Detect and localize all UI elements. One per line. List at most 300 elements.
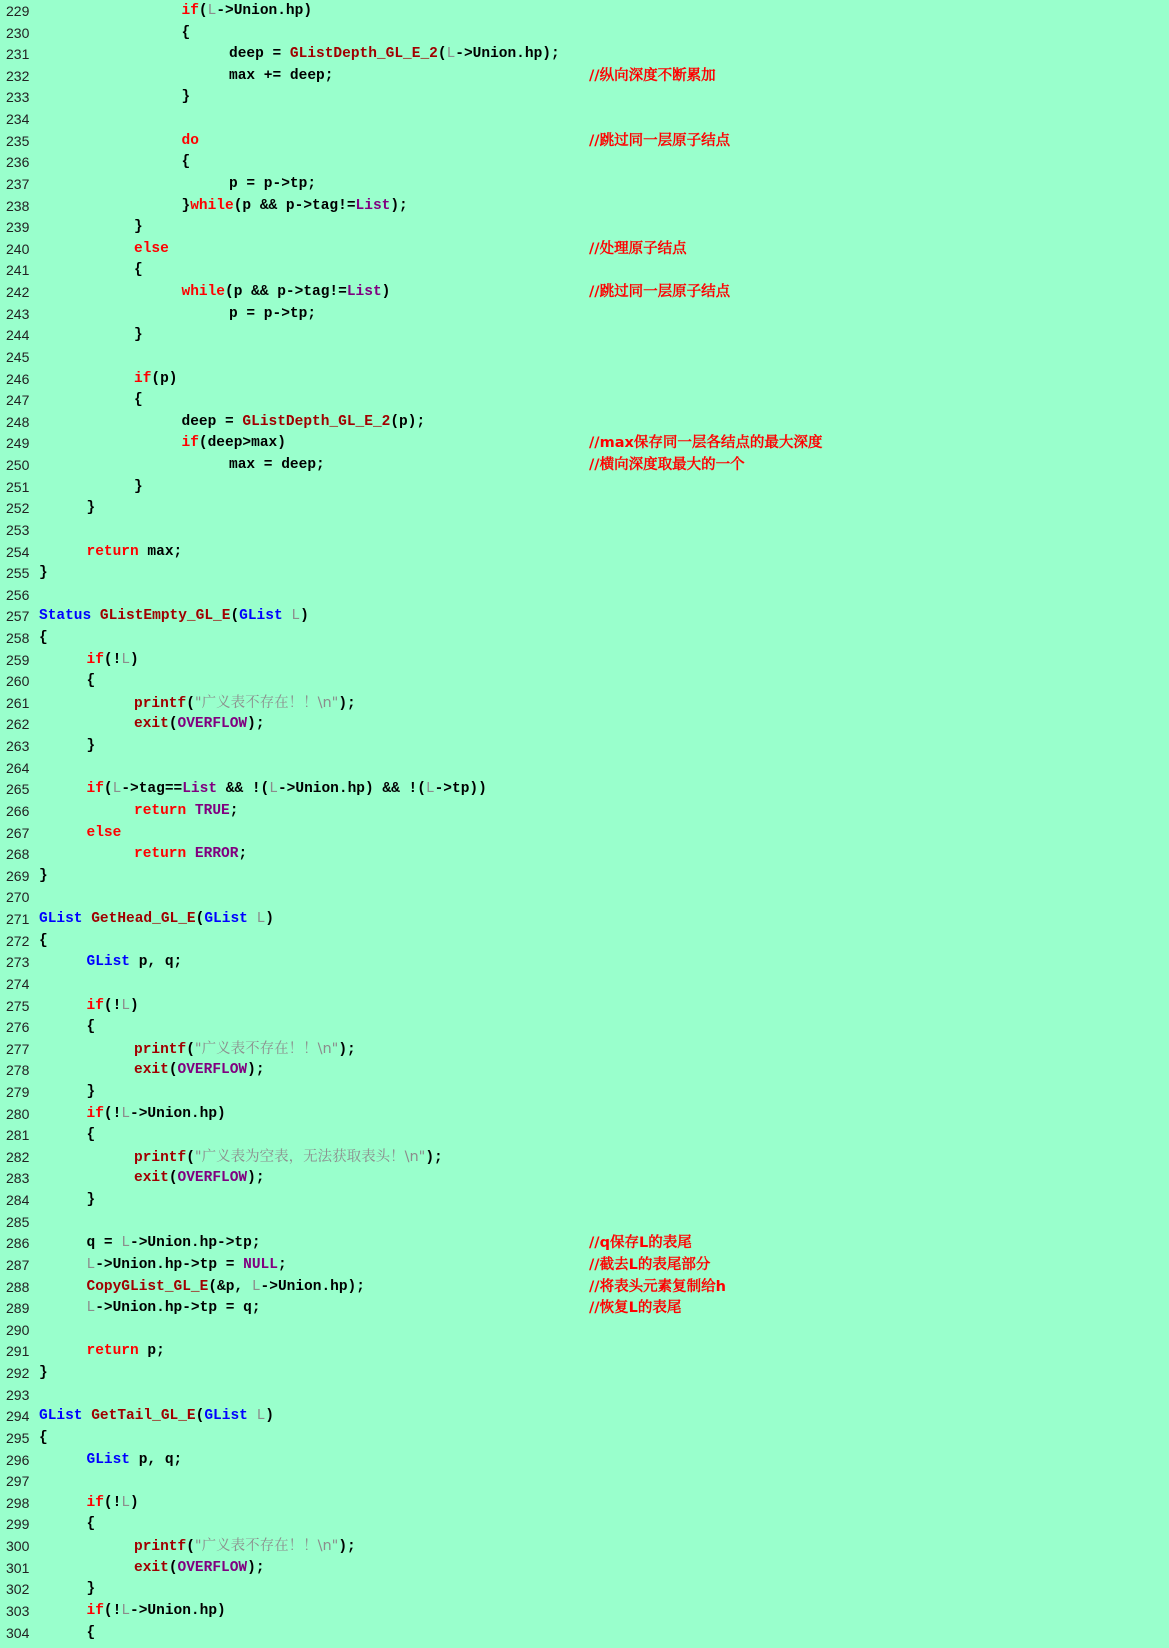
code-line [0, 823, 1169, 845]
line-number: 283 [6, 1170, 30, 1187]
code-text [229, 66, 333, 88]
code-line [0, 844, 1169, 866]
code-token: if [86, 1494, 104, 1511]
code-comment: //跳过同一层原子结点 [589, 284, 731, 301]
code-token: ->Union.hp) [130, 1602, 226, 1619]
line-number: 238 [6, 197, 30, 214]
code-line [0, 1255, 1169, 1277]
code-comment: //将表头元素复制给h [589, 1278, 726, 1295]
code-token: (p); [390, 413, 426, 430]
code-token: } [39, 565, 48, 582]
code-token: { [181, 24, 191, 41]
code-token: p = p->tp; [229, 305, 317, 322]
code-text [39, 628, 48, 650]
code-line [0, 714, 1169, 736]
line-number: 261 [6, 694, 30, 711]
line-number: 276 [6, 1019, 30, 1036]
line-number: 282 [6, 1148, 30, 1165]
code-token: L [251, 1278, 261, 1295]
code-token: GList [86, 1451, 131, 1468]
code-token: (p && p->tag!= [233, 197, 356, 214]
code-line [0, 196, 1169, 218]
code-token: ->Union.hp); [455, 46, 560, 63]
code-line [0, 1212, 1169, 1234]
code-token: L [446, 46, 456, 63]
line-number: 271 [6, 911, 30, 928]
code-token: } [181, 89, 191, 106]
code-line [0, 152, 1169, 174]
code-text [134, 477, 143, 499]
line-number: 252 [6, 500, 30, 517]
line-number: 239 [6, 219, 30, 236]
code-line [0, 1341, 1169, 1363]
code-token: if [86, 1602, 104, 1619]
code-text [39, 909, 274, 931]
code-token: ( [186, 1041, 195, 1058]
code-line [0, 1320, 1169, 1342]
code-comment: //截去L的表尾部分 [589, 1256, 711, 1273]
code-token: do [181, 132, 199, 149]
code-text [87, 542, 183, 564]
code-token: { [134, 262, 143, 279]
code-line [0, 1104, 1169, 1126]
code-text [134, 1168, 265, 1190]
code-token: OVERFLOW [177, 1170, 248, 1187]
code-token: deep = [229, 46, 290, 63]
line-number: 280 [6, 1105, 30, 1122]
code-text [134, 217, 143, 239]
code-line [0, 520, 1169, 542]
code-line [0, 1168, 1169, 1190]
code-token [248, 911, 257, 927]
code-token: ); [390, 197, 408, 214]
code-line [0, 952, 1169, 974]
code-token [83, 1408, 92, 1424]
line-number: 245 [6, 348, 30, 365]
code-token: GListDepth_GL_E_2 [289, 46, 438, 63]
line-number: 301 [6, 1559, 30, 1576]
code-token: L [121, 1235, 131, 1252]
line-number: 270 [6, 889, 30, 906]
code-token: ->Union.hp->tp = [95, 1256, 244, 1273]
line-number: 287 [6, 1256, 30, 1273]
line-number: 269 [6, 867, 30, 884]
code-line [0, 1579, 1169, 1601]
code-token: return [86, 543, 139, 560]
code-text [182, 23, 191, 45]
code-token: ); [338, 1539, 356, 1556]
line-number: 279 [6, 1084, 30, 1100]
code-token: exit [134, 1559, 169, 1576]
code-token: List [355, 197, 391, 214]
code-token: ); [338, 695, 356, 712]
code-token: ) [265, 1408, 274, 1425]
code-text [134, 369, 178, 391]
code-line [0, 347, 1169, 369]
code-text [39, 563, 48, 585]
code-token: } [86, 1084, 96, 1100]
code-text [229, 304, 316, 326]
code-token: ( [186, 1539, 195, 1556]
code-token: && !( [217, 781, 270, 798]
code-line [0, 887, 1169, 909]
code-token: } [134, 219, 143, 236]
code-text [134, 1558, 265, 1580]
code-line [0, 1428, 1169, 1450]
code-token: ); [425, 1149, 443, 1166]
code-text [39, 866, 48, 888]
code-token [91, 608, 100, 624]
code-token: ; [229, 802, 239, 819]
code-line [0, 693, 1169, 715]
code-line [0, 1471, 1169, 1493]
code-text [87, 779, 487, 801]
code-token: ->tp)) [434, 781, 487, 798]
code-token: ERROR [194, 846, 239, 863]
line-number: 259 [6, 651, 30, 668]
code-token: TRUE [194, 802, 230, 819]
code-text [39, 1428, 48, 1450]
code-token: (! [103, 1602, 122, 1619]
code-text [134, 325, 143, 347]
code-text [87, 952, 183, 974]
line-number: 247 [6, 392, 30, 409]
line-number: 242 [6, 284, 30, 301]
code-token: GList [39, 1408, 83, 1425]
code-line [0, 779, 1169, 801]
code-line [0, 1385, 1169, 1407]
line-number: 231 [6, 46, 30, 63]
line-number: 234 [6, 111, 30, 128]
code-token: p, q; [130, 954, 183, 971]
code-token [186, 846, 195, 862]
code-text [87, 1579, 96, 1601]
code-token: max += deep; [229, 67, 334, 84]
code-line [0, 390, 1169, 412]
line-number: 257 [6, 608, 30, 625]
code-token: List [346, 284, 382, 301]
code-token: ( [168, 1559, 178, 1576]
code-line [0, 455, 1169, 477]
code-line [0, 671, 1169, 693]
code-text [87, 1493, 139, 1515]
code-text [134, 844, 247, 866]
code-token: OVERFLOW [177, 1559, 248, 1576]
code-text [87, 1233, 261, 1255]
code-token: ->Union.hp) [216, 3, 313, 19]
code-token: ->tag== [121, 781, 183, 798]
line-number: 248 [6, 413, 30, 430]
code-token: else [86, 824, 122, 841]
code-line [0, 1017, 1169, 1039]
code-text [39, 1406, 274, 1428]
code-line [0, 260, 1169, 282]
code-token: ->Union.hp->tp = q; [95, 1300, 261, 1317]
code-token: L [121, 1602, 131, 1619]
code-token: "广义表不存在！！\n" [194, 1040, 339, 1057]
code-text [182, 1, 313, 23]
line-number: 230 [6, 24, 30, 41]
code-line [0, 606, 1169, 628]
code-token: OVERFLOW [177, 1062, 248, 1079]
line-number: 303 [6, 1602, 30, 1619]
code-token: "广义表为空表，无法获取表头！\n" [194, 1148, 426, 1165]
code-token: return [134, 802, 187, 819]
line-number: 263 [6, 738, 30, 755]
code-token: ->Union.hp->tp; [130, 1235, 261, 1252]
code-token: while [190, 197, 234, 214]
code-text [87, 1341, 165, 1363]
code-token: { [86, 1516, 96, 1533]
line-number: 298 [6, 1494, 30, 1511]
line-number: 292 [6, 1365, 30, 1382]
code-token: L [86, 1300, 96, 1317]
code-token: if [86, 1105, 104, 1122]
line-number: 297 [6, 1473, 30, 1490]
code-line [0, 304, 1169, 326]
code-token: ( [103, 781, 113, 798]
line-number: 264 [6, 759, 30, 776]
code-token: ( [168, 1062, 178, 1079]
code-line [0, 931, 1169, 953]
code-token: { [39, 1429, 48, 1446]
code-text [87, 1623, 96, 1645]
line-number: 243 [6, 305, 30, 322]
code-token: L [256, 1408, 266, 1425]
code-token: (! [103, 1105, 122, 1122]
code-token: L [121, 997, 131, 1014]
line-number: 235 [6, 132, 30, 149]
line-number: 300 [6, 1538, 30, 1555]
line-number: 274 [6, 975, 30, 992]
code-line [0, 1493, 1169, 1515]
code-line [0, 1277, 1169, 1299]
code-line [0, 369, 1169, 391]
code-line [0, 1082, 1169, 1104]
code-token: { [39, 629, 48, 646]
code-text [182, 282, 391, 304]
code-token: L [121, 651, 131, 668]
code-text [87, 1125, 96, 1147]
code-token: } [86, 738, 96, 755]
code-text [182, 433, 286, 455]
code-token: (p) [151, 370, 178, 387]
code-token: } [86, 500, 96, 517]
line-number: 299 [6, 1516, 30, 1533]
code-token: GList [204, 911, 248, 928]
code-line [0, 282, 1169, 304]
line-number: 229 [6, 3, 30, 19]
code-token: ( [195, 911, 205, 928]
code-token: } [86, 1192, 96, 1209]
code-line [0, 23, 1169, 45]
line-number: 288 [6, 1278, 30, 1295]
code-token: printf [134, 695, 187, 712]
code-token: ( [186, 1149, 195, 1166]
code-text [134, 1536, 356, 1559]
code-token: GListEmpty_GL_E [99, 608, 231, 625]
code-token: { [39, 932, 48, 949]
code-token: L [121, 1105, 131, 1122]
code-token: GList [39, 911, 83, 928]
code-token: if [86, 781, 104, 798]
code-token: NULL [243, 1256, 278, 1273]
code-token: L [291, 608, 301, 625]
code-token [186, 803, 195, 819]
code-text [134, 239, 169, 261]
code-line [0, 1623, 1169, 1645]
code-comment: //纵向深度不断累加 [589, 67, 716, 84]
code-text [87, 671, 96, 693]
code-token: p, q; [130, 1451, 183, 1468]
code-text [229, 174, 316, 196]
code-text [87, 1514, 96, 1536]
code-line [0, 1450, 1169, 1472]
code-text [39, 606, 309, 628]
code-text [182, 412, 426, 434]
code-text [87, 1601, 226, 1623]
line-number: 232 [6, 67, 30, 84]
line-number: 249 [6, 435, 30, 452]
code-comment: //跳过同一层原子结点 [589, 132, 731, 149]
code-token: GListDepth_GL_E_2 [242, 413, 391, 430]
code-token: ); [247, 1559, 265, 1576]
code-line [0, 412, 1169, 434]
code-line [0, 585, 1169, 607]
code-line [0, 801, 1169, 823]
line-number: 233 [6, 89, 30, 106]
code-token: ); [247, 1170, 265, 1187]
line-number: 255 [6, 565, 30, 582]
code-comment: //max保存同一层各结点的最大深度 [589, 435, 823, 452]
code-token: ) [300, 608, 309, 625]
code-token: ( [168, 716, 178, 733]
code-line [0, 477, 1169, 499]
line-number: 273 [6, 954, 30, 971]
code-text [134, 693, 356, 716]
code-line [0, 131, 1169, 153]
line-number: 241 [6, 262, 30, 279]
code-token: return [86, 1343, 139, 1360]
code-line [0, 217, 1169, 239]
code-text [134, 1147, 443, 1170]
code-token: ->Union.hp) && !( [277, 781, 426, 798]
code-token: (&p, [208, 1278, 252, 1295]
code-line [0, 1147, 1169, 1169]
code-text [87, 1017, 96, 1039]
code-comment: //q保存L的表尾 [589, 1235, 692, 1252]
code-token: max; [138, 543, 183, 560]
code-line [0, 1233, 1169, 1255]
code-text [87, 1277, 365, 1299]
code-text [39, 1363, 48, 1385]
code-token: "广义表不存在！！\n" [194, 1538, 339, 1555]
code-text [134, 801, 238, 823]
code-token: "广义表不存在！！\n" [194, 694, 339, 711]
code-token: ); [247, 1062, 265, 1079]
code-token: ; [277, 1256, 287, 1273]
code-text [87, 1104, 226, 1126]
line-number: 285 [6, 1213, 30, 1230]
code-token: List [182, 781, 218, 798]
code-comment: //处理原子结点 [589, 240, 687, 257]
line-number: 253 [6, 521, 30, 538]
code-token: printf [134, 1041, 187, 1058]
code-text [134, 1039, 356, 1062]
code-token: { [134, 392, 143, 409]
code-token: ( [437, 46, 447, 63]
code-token: exit [134, 1170, 169, 1187]
line-number: 294 [6, 1408, 30, 1425]
code-line [0, 239, 1169, 261]
line-number: 254 [6, 543, 30, 560]
code-text [87, 1298, 261, 1320]
code-token: ) [130, 1494, 139, 1511]
code-text [229, 44, 560, 66]
code-line [0, 758, 1169, 780]
line-number: 289 [6, 1300, 30, 1317]
code-token: ); [338, 1041, 356, 1058]
code-token: deep = [181, 413, 243, 430]
code-text [87, 1450, 183, 1472]
code-token: while [181, 284, 226, 301]
code-token: printf [134, 1539, 187, 1556]
code-line [0, 542, 1169, 564]
code-token: if [134, 370, 152, 387]
code-text [87, 1190, 96, 1212]
code-line [0, 1, 1169, 23]
code-token: ); [247, 716, 265, 733]
code-text [39, 931, 48, 953]
line-number: 278 [6, 1062, 30, 1079]
code-text [87, 1082, 96, 1104]
code-token: ) [130, 651, 139, 668]
code-text [134, 390, 143, 412]
code-token: GList [204, 1408, 248, 1425]
code-line [0, 1363, 1169, 1385]
code-token: L [86, 1256, 96, 1273]
code-token [83, 911, 92, 927]
code-token: Status [39, 608, 92, 625]
code-token: (! [103, 997, 122, 1014]
code-token: p; [138, 1343, 165, 1360]
line-number: 277 [6, 1040, 30, 1057]
code-token: { [86, 1019, 96, 1036]
line-number: 244 [6, 327, 30, 344]
code-line [0, 1039, 1169, 1061]
code-token: ->Union.hp); [260, 1278, 365, 1295]
code-token: } [39, 867, 48, 884]
code-token: CopyGList_GL_E [86, 1278, 209, 1295]
code-line [0, 909, 1169, 931]
code-token: OVERFLOW [177, 716, 248, 733]
code-token: L [121, 1494, 131, 1511]
code-text [87, 498, 96, 520]
code-line [0, 1060, 1169, 1082]
code-token: { [86, 1127, 96, 1144]
line-number: 258 [6, 629, 30, 646]
line-number: 236 [6, 154, 30, 171]
code-token: if [181, 3, 199, 19]
line-number: 275 [6, 997, 30, 1014]
code-token: (deep>max) [198, 435, 286, 452]
line-number: 250 [6, 457, 30, 474]
code-token: max = deep; [229, 457, 325, 474]
code-text [134, 260, 143, 282]
code-token: return [134, 846, 187, 863]
code-text [87, 823, 122, 845]
code-text [134, 1060, 265, 1082]
